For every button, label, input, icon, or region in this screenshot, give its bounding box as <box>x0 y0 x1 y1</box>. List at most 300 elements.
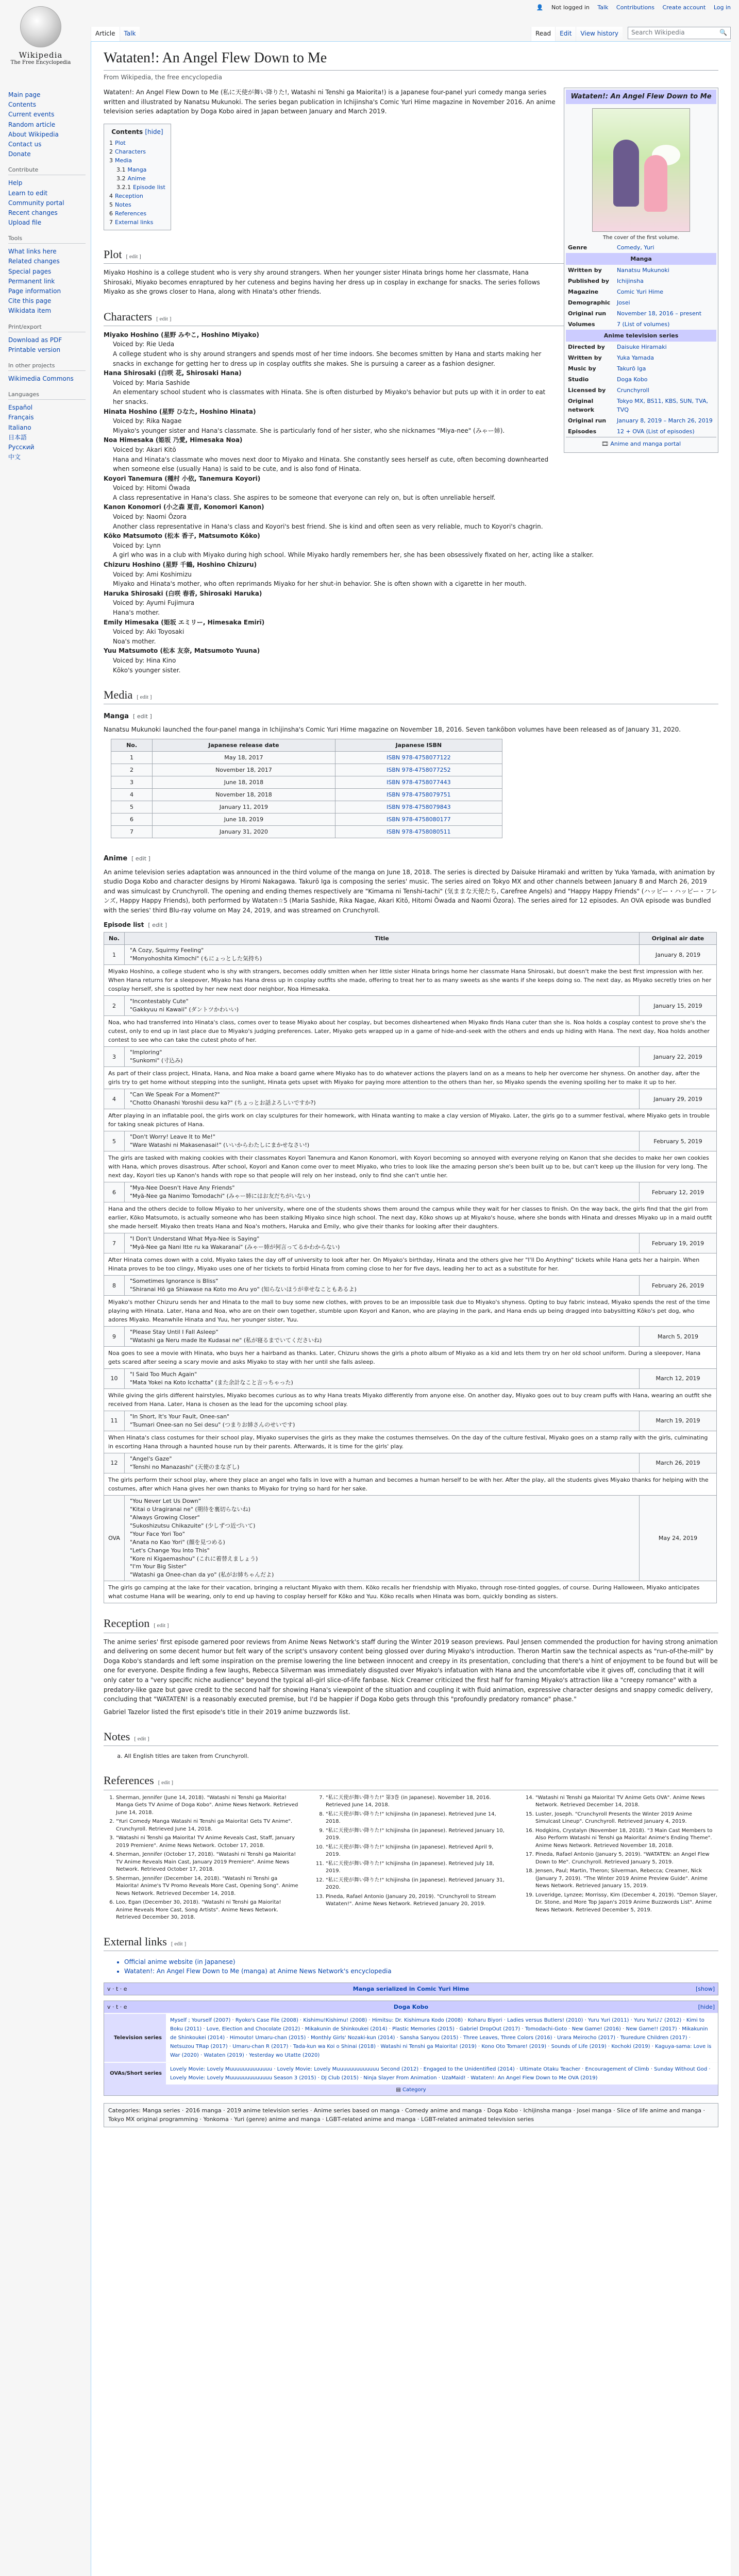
section-manga: Manga <box>104 713 129 721</box>
sidebar-item[interactable]: Current events <box>8 111 55 118</box>
episode-number: 6 <box>104 1182 125 1202</box>
character-description: A class representative in Hana's class. She aspires to be someone that everyone can rely on, but is often unreliable herself. <box>113 494 496 501</box>
sidebar-list <box>8 374 86 384</box>
episode-summary-row <box>104 1151 717 1182</box>
character-name: Koyori Tanemura (種村 小依, Tanemura Koyori) <box>104 474 261 482</box>
create-account-link[interactable]: Create account <box>662 4 706 11</box>
episode-number: 10 <box>104 1369 125 1389</box>
infobox-row <box>566 308 716 319</box>
episode-summary: Noa, who had transferred into Hinata's class, comes over to tease Miyako about her cosplay, but becomes disheartened when Miyako finds Hana cuter than she is. Noa holds a cosplay contest to prove she's the cutest, only to end up in last place due to Miyako's judging preferences. Later, Miyako gets wrapped up in a game of hide-and-seek with the others and ends up hiding with Hana. The next day, Noa holds another contest to see who can take the cutest photo of her. <box>104 1016 717 1047</box>
episode-row <box>104 1182 717 1202</box>
ova-summary-row <box>104 1581 717 1603</box>
episode-title-jp: "Tenshi no Manazashi" (天使のまなざし) <box>130 1463 240 1470</box>
toc-number: 7 <box>109 218 113 226</box>
table-cell[interactable]: ISBN 978-4758079751 <box>335 789 502 801</box>
contributions-link[interactable]: Contributions <box>616 4 654 11</box>
toc-label[interactable]: Reception <box>115 192 143 199</box>
sidebar-item[interactable]: Special pages <box>8 267 52 275</box>
episode-summary: Miyako's mother Chizuru sends her and Hinata to the mall to buy some new clothes, with proves to be an impossible task due to Miyako's shyness. Opting to buy fabric instead, Miyako spends the rest of the time playing with Hinata. Later, Hana and Noa, who are on their own together, stumble upon Koyori and Kanon, who are playing in the park, and Hana ends up being dragged into babysitting Kōko's pet dog, who adores Miyako. Meanwhile Hinata and Yuu, her younger sister, Yuu. <box>104 1295 717 1326</box>
section-media: Media <box>104 688 133 702</box>
toc-toggle[interactable]: [hide] <box>145 128 163 135</box>
navbox-title[interactable]: Doga Kobo <box>393 2003 429 2010</box>
ova-date: May 24, 2019 <box>640 1495 717 1581</box>
infobox-label: Volumes <box>568 320 595 328</box>
table-cell[interactable]: ISBN 978-4758079843 <box>335 801 502 814</box>
episode-air-date: February 12, 2019 <box>640 1182 717 1202</box>
episode-air-date: March 19, 2019 <box>640 1411 717 1431</box>
toc-item[interactable] <box>109 139 165 147</box>
character-description: Kōko's younger sister. <box>113 666 181 674</box>
section-episode-list: Episode list <box>104 921 144 929</box>
infobox-value[interactable]: Comedy, Yuri <box>617 244 654 251</box>
column-header: Japanese release date <box>153 739 335 752</box>
toc-label[interactable]: Plot <box>115 140 126 147</box>
infobox-value[interactable]: Tokyo MX, BS11, KBS, SUN, TVA, TVQ <box>617 398 708 414</box>
episode-number: 4 <box>104 1089 125 1109</box>
edit-link[interactable]: [ edit ] <box>156 315 172 322</box>
sidebar-list <box>8 403 86 462</box>
sidebar-item[interactable]: 日本語 <box>8 433 27 441</box>
episode-title-en: "Please Stay Until I Fall Asleep" <box>130 1329 219 1336</box>
edit-link[interactable]: [ edit ] <box>158 1780 174 1786</box>
main-content <box>91 41 731 2576</box>
navbox-comic-yuri-hime <box>104 1982 718 1995</box>
edit-link[interactable]: [ edit ] <box>148 922 167 929</box>
episode-summary: Miyako Hoshino, a college student who is shy with strangers, becomes oddly smitten when her little sister Hinata brings home her classmate Hana Shirosaki, but doesn't make the best first impression with her. When Hana returns for a sleepover, Miyako has Hana dress up in cosplay outfits she made, offering to treat her to as many sweets as she wants if she keeps doing so. The next day, as Miyako secretly tries on her cosplay herself, she is spotted by her new next door neighbor, Noa Himesaka. <box>104 965 717 996</box>
sidebar-item[interactable]: Related changes <box>8 258 60 265</box>
episode-row <box>104 1047 717 1067</box>
edit-link[interactable]: [ edit ] <box>137 694 152 701</box>
toc-number: 4 <box>109 192 113 199</box>
sidebar-item[interactable]: Wikimedia Commons <box>8 375 74 382</box>
navbox-category-link[interactable]: Category <box>402 2087 426 2093</box>
edit-link[interactable]: [ edit ] <box>171 1940 187 1947</box>
sidebar-item[interactable]: Русский <box>8 443 35 451</box>
character-description: An elementary school student who is classmates with Hinata. She is often disturbed by Miyako's behavior but puts up with it in order to eat her snacks. <box>113 388 546 405</box>
sidebar-portal <box>8 324 86 355</box>
edit-link[interactable]: [ edit ] <box>133 713 152 720</box>
toc-number: 3 <box>109 157 113 164</box>
toc-label[interactable]: External links <box>115 218 154 226</box>
toc-subitem[interactable] <box>116 165 165 174</box>
character-description: Noa's mother. <box>113 637 156 645</box>
reference-item[interactable]: 18. Jensen, Paul; Martin, Theron; Silverman, Rebecca; Creamer, Nick (January 7, 2019). "The Winter 2019 Anime Preview Guide". Anime News Network. Retrieved January 15, 2019. <box>535 1868 718 1890</box>
toc-number: 1 <box>109 140 113 147</box>
toc-item[interactable] <box>109 218 165 227</box>
reference-item[interactable]: 1. Sherman, Jennifer (June 14, 2018). "Watashi ni Tenshi ga Maiorita! Manga Gets TV Anime of Doga Kobo". Anime News Network. Retrieved June 14, 2018. <box>116 1794 299 1817</box>
episode-title-en: "Can We Speak For a Moment?" <box>130 1091 220 1098</box>
infobox-label: Published by <box>568 277 609 284</box>
episode-table <box>104 932 717 1603</box>
episode-title-en: "In Short, It's Your Fault, Onee-san" <box>130 1413 230 1420</box>
sidebar-list <box>8 178 86 228</box>
sidebar-list <box>8 90 86 159</box>
ova-title: "Always Growing Closer" <box>130 1514 200 1521</box>
edit-link[interactable]: [ edit ] <box>154 1622 169 1629</box>
column-header: No. <box>111 739 153 752</box>
user-icon: 👤 <box>536 4 544 11</box>
tab-view-history[interactable]: View history <box>576 27 623 41</box>
character-voice: Voiced by: Rie Ueda <box>113 341 175 348</box>
character-description: Miyako's younger sister and Hana's classmate. She is particularly fond of her sister, who she nicknames "Miya-nee" (みゃー姉). <box>113 427 505 434</box>
reference-item[interactable]: 11. "私に天使が舞い降りた!" Ichijinsha (in Japanese). Retrieved July 18, 2019. <box>326 1860 509 1875</box>
character-name: Yuu Matsumoto (松本 友奈, Matsumoto Yuuna) <box>104 647 260 655</box>
sidebar-portal <box>8 362 86 384</box>
tab-read[interactable]: Read <box>531 27 555 41</box>
episode-row <box>104 1327 717 1347</box>
reference-item[interactable]: 10. "私に天使が舞い降りた!" Ichijinsha (in Japanese). Retrieved April 9, 2019. <box>326 1844 509 1859</box>
tab-article[interactable]: Article <box>91 27 120 41</box>
infobox-label: Demographic <box>568 299 611 306</box>
navbox-group-list[interactable]: Myself ; Yourself (2007) · Ryoko's Case File (2008) · Kishimu!Kishimu! (2008) · Himitsu: Dr. Kishimura Kodo (2008) · Koharu Biyori · Ladies versus Butlers! (2010) · Yuru Yuri (2011) · Yuru Yuri♪♪ (2012) · Kimi to Boku (2011) · Love, Election and Chocolate (2012) · Mikakunin de Shinkoukei (2014) · Plastic Memories (2015) · Gabriel DropOut (2017) · Tomodachi-Goto · New Game! (2016) · New Game!! (2017) · Mikakunin de Shinkoukei (2014) · Himouto! Umaru-chan (2015) · Monthly Girls' Nozaki-kun (2014) · Sansha Sanyou (2015) · Three Leaves, Three Colors (2016) · Urara Meirocho (2017) · Tsuredure Children (2017) · Netsuzou TRap (2017) · Umaru-chan R (2017) · Tada-kun wa Koi o Shinai (2018) · Watashi ni Tenshi ga Maiorita! (2019) · Kono Oto Tomare! (2019) · Sounds of Life (2019) · Kochoki (2019) · Kaguya-sama: Love is War (2020) · Wataten (2019) · Yesterday wo Utatte (2020) <box>166 2014 718 2062</box>
infobox-value[interactable]: Crunchyroll <box>617 387 649 394</box>
episode-row <box>104 1276 717 1296</box>
character-voice: Voiced by: Naomi Ōzora <box>113 513 187 521</box>
infobox-row <box>566 242 716 253</box>
toc-label[interactable]: Media <box>115 157 132 164</box>
cover-image[interactable] <box>592 108 690 232</box>
table-cell: November 18, 2017 <box>153 764 335 776</box>
ova-title: "Anata no Kao Yori" (顔を見つめる) <box>130 1538 225 1546</box>
sidebar-item[interactable]: Español <box>8 404 33 412</box>
navbox-toggle[interactable]: [show] <box>695 1985 715 1992</box>
episode-summary-row <box>104 1295 717 1326</box>
infobox-row <box>566 396 716 415</box>
infobox-value[interactable]: Josei <box>617 299 630 306</box>
sidebar-item[interactable]: Learn to edit <box>8 189 48 197</box>
sidebar-item[interactable]: Contents <box>8 101 36 109</box>
section-characters: Characters <box>104 310 153 323</box>
episode-number: 1 <box>104 945 125 965</box>
table-row <box>111 814 502 826</box>
episode-title-jp: "Gakkyuu ni Kawaii" (ダントツかわいい) <box>130 1006 239 1013</box>
sidebar-item[interactable]: Recent changes <box>8 209 58 216</box>
infobox <box>564 88 718 453</box>
navbox-vte[interactable]: v · t · e <box>107 2003 127 2010</box>
episode-summary: While giving the girls different hairstyles, Miyako becomes curious as to why Hana treats Miyako differently from anyone else. On another day, Miyako goes out to buy cream puffs with Hana, wearing an outfit she received from Hana. Later, Hana is chosen as the lead for the upcoming school play. <box>104 1388 717 1411</box>
sidebar-item[interactable]: Community portal <box>8 199 64 207</box>
infobox-value[interactable]: January 8, 2019 – March 26, 2019 <box>617 417 713 425</box>
notes-list <box>104 1752 718 1760</box>
reference-item[interactable]: 13. Pineda, Rafael Antonio (January 20, 2019). "Crunchyroll to Stream Wataten!". Anime News Network. Retrieved January 20, 2019. <box>326 1893 509 1908</box>
reference-item[interactable]: 9. "私に天使が舞い降りた!" Ichijinsha (in Japanese). Retrieved January 10, 2019. <box>326 1827 509 1842</box>
character-name: Kanon Konomori (小之森 夏音, Konomori Kanon) <box>104 503 264 511</box>
toc-subitem[interactable] <box>116 174 165 183</box>
toc-label[interactable]: Notes <box>115 201 131 208</box>
episode-summary-row <box>104 1388 717 1411</box>
character-voice: Voiced by: Rika Nagae <box>113 417 182 425</box>
toc-item[interactable] <box>109 156 165 191</box>
episode-title-en: "I Don't Understand What Mya-Nee is Saying" <box>130 1235 260 1243</box>
anime-text: An anime television series adaptation was announced in the third volume of the manga on June 18, 2018. The series is directed by Daisuke Hiramaki and written by Yuka Yamada, with animation by studio Doga Kobo and character designs by Hiromi Nakagawa. Takurō Iga is composing the series' music. The series aired on Tokyo MX and other channels between January 8 and March 26, 2019 and was simulcast by Crunchyroll. The opening and ending themes respectively are "Kimama ni Tenshi-tachi" (気ままな天使たち, Carefree Angels) and "Happy Happy Friends" (ハッピー・ハッピー・フレンズ, Happy Happy Friends), both performed by Wataten☆5 (Maria Sashide, Rika Nagae, Akari Kitō, Hitomi Ōwada and Naomi Ōzora). The series aired for 12 episodes. An OVA episode was bundled with the series' third Blu-ray volume on May 24, 2019, and was streamed on Crunchyroll. <box>104 868 718 914</box>
namespace-tabs <box>91 21 140 41</box>
infobox-label: Original run <box>568 417 607 425</box>
reference-item[interactable]: 7. "私に天使が舞い降りた!" 第3巻 (in Japanese). November 18, 2016. Retrieved June 14, 2018. <box>326 1794 509 1809</box>
toc-label[interactable]: Episode list <box>133 183 165 191</box>
episode-summary: When Hinata's class costumes for their school play, Miyako supervises the girls as they make the costumes themselves. On the day of the culture festival, Miyako goes on a stamp rally with the girls, culminating in escorting Hana through a haunted house run by their parents. Afterwards, it is time for the girls' play. <box>104 1431 717 1453</box>
table-cell[interactable]: ISBN 978-4758080177 <box>335 814 502 826</box>
infobox-label: Magazine <box>568 288 599 295</box>
episode-title-jp: "Mata Yokei na Koto Icchatta" (また余計なこと言っちゃった) <box>130 1379 293 1386</box>
episode-title-jp: "Watashi ga Neru made Ite Kudasai ne" (私が寝るまでいてくださいね) <box>130 1337 322 1344</box>
character-name: Chizuru Hoshino (星野 千鶴, Hoshino Chizuru) <box>104 561 257 569</box>
infobox-row <box>566 374 716 385</box>
episode-title-en: "Imploring" <box>130 1049 162 1056</box>
reference-item[interactable]: 8. "私に天使が舞い降りた!" Ichijinsha (in Japanese). Retrieved June 14, 2018. <box>326 1811 509 1826</box>
infobox-value[interactable]: 7 (List of volumes) <box>617 320 670 328</box>
navbox-vte[interactable]: v · t · e <box>107 1985 127 1992</box>
character-voice: Voiced by: Ami Koshimizu <box>113 570 192 578</box>
episode-air-date: January 15, 2019 <box>640 996 717 1016</box>
navbox-title[interactable]: Manga serialized in Comic Yuri Hime <box>352 1985 469 1992</box>
sidebar-heading: Contribute <box>8 166 86 175</box>
search-placeholder: Search Wikipedia <box>631 29 685 36</box>
toc-number: 2 <box>109 148 113 156</box>
reference-item[interactable]: 15. Luster, Joseph. "Crunchyroll Presents the Winter 2019 Anime Simulcast Lineup". Crunchyroll. Retrieved January 4, 2019. <box>535 1811 718 1826</box>
external-link[interactable]: • Wataten!: An Angel Flew Down to Me (manga) at Anime News Network's encyclopedia <box>124 1967 718 1976</box>
sidebar-list <box>8 335 86 355</box>
section-anime: Anime <box>104 855 128 863</box>
tab-talk[interactable]: Talk <box>120 27 140 41</box>
sidebar-heading: In other projects <box>8 362 86 371</box>
sidebar-item[interactable]: About Wikipedia <box>8 130 59 138</box>
toc-item[interactable] <box>109 192 165 200</box>
toc-item[interactable] <box>109 209 165 218</box>
talk-link[interactable]: Talk <box>597 4 609 11</box>
infobox-value[interactable]: November 18, 2016 – present <box>617 310 702 317</box>
episode-number: 9 <box>104 1327 125 1347</box>
wikipedia-logo[interactable] <box>7 3 74 80</box>
ova-title: "Let's Change You Into This" <box>130 1547 210 1554</box>
not-logged-in: Not logged in <box>551 4 590 11</box>
table-row <box>111 826 502 838</box>
reference-item[interactable]: 17. Pineda, Rafael Antonio (January 5, 2019). "WATATEN: an Angel Flew Down to Me". Crunchyroll. Retrieved January 5, 2019. <box>535 1851 718 1866</box>
reference-item[interactable]: 4. Sherman, Jennifer (October 17, 2018). "Watashi ni Tenshi ga Maiorita! TV Anime Reveals Main Cast, January 2019 Premiere". Anime News Network. Retrieved October 17, 2018. <box>116 1851 299 1874</box>
infobox-row <box>566 342 716 352</box>
external-link[interactable]: • Official anime website (in Japanese) <box>124 1957 718 1967</box>
infobox-row <box>566 265 716 276</box>
table-cell: 6 <box>111 814 153 826</box>
column-header: No. <box>104 933 125 945</box>
infobox-value[interactable]: Nanatsu Mukunoki <box>617 266 669 274</box>
reference-item[interactable]: 3. "Watashi ni Tenshi ga Maiorita! TV Anime Reveals Cast, Staff, January 2019 Premiere". Anime News Network. October 17, 2018. <box>116 1835 299 1850</box>
toc-number: 6 <box>109 210 113 217</box>
lead-paragraph: Wataten!: An Angel Flew Down to Me (私に天使が舞い降りた!, Watashi ni Tenshi ga Maiorita!) is a Japanese four-panel yuri comedy manga series written and illustrated by Nanatsu Mukunoki. The series began publication in Ichijinsha's Comic Yuri Hime magazine in November 2016. An anime television series adaptation by Doga Kobo aired in Japan between January and March 2019. <box>104 88 556 115</box>
character-name: Haruka Shirosaki (白咲 春香, Shirosaki Haruka) <box>104 589 262 597</box>
ova-title: "I'm Your Big Sister" <box>130 1563 187 1570</box>
infobox-row <box>566 426 716 437</box>
ova-title: "Your Face Yori Too" <box>130 1530 185 1537</box>
episode-row <box>104 1089 717 1109</box>
edit-link[interactable]: [ edit ] <box>126 253 141 260</box>
character-description: A college student who is shy around strangers and spends most of her time indoors. She becomes smitten by Hana and starts making her snacks in exchange for getting her to dress up in cosplay outfits she makes. She is pursuing a career as a fashion designer. <box>113 350 542 367</box>
character-voice: Voiced by: Aki Toyosaki <box>113 628 184 636</box>
sidebar-item[interactable]: Printable version <box>8 346 61 353</box>
episode-number: 5 <box>104 1131 125 1151</box>
reference-item[interactable]: 6. Loo, Egan (December 30, 2018). "Watashi ni Tenshi ga Maiorita! Anime Reveals More Cast, Song Artists". Anime News Network. Retrieved December 30, 2018. <box>116 1899 299 1922</box>
character-name: Noa Himesaka (姫坂 乃愛, Himesaka Noa) <box>104 436 243 444</box>
toc-title: Contents <box>111 128 143 135</box>
sidebar-item[interactable]: Français <box>8 414 34 421</box>
table-cell[interactable]: ISBN 978-4758077122 <box>335 752 502 764</box>
toc-number: 3.1 <box>116 166 126 173</box>
table-cell[interactable]: ISBN 978-4758080511 <box>335 826 502 838</box>
episode-title-jp: "Shiranai Hō ga Shiawase na Koto mo Aru yo" (知らないほうが幸せなこともあるよ) <box>130 1286 357 1293</box>
sidebar-item[interactable]: Permanent link <box>8 277 55 285</box>
edit-link[interactable]: [ edit ] <box>131 855 150 862</box>
sidebar-item[interactable]: Random article <box>8 121 56 128</box>
toc-number: 5 <box>109 201 113 208</box>
personal-tools <box>530 4 731 11</box>
sidebar-item[interactable]: Cite this page <box>8 297 52 305</box>
episode-title-en: "Mya-Nee Doesn't Have Any Friends" <box>130 1184 235 1192</box>
infobox-label: Episodes <box>568 428 597 435</box>
infobox-row <box>566 415 716 426</box>
table-cell: May 18, 2017 <box>153 752 335 764</box>
episode-air-date: January 22, 2019 <box>640 1047 717 1067</box>
ova-titles <box>125 1495 640 1581</box>
infobox-value[interactable]: Ichijinsha <box>617 277 644 284</box>
table-cell[interactable]: ISBN 978-4758077443 <box>335 776 502 789</box>
episode-title-cell <box>125 1276 640 1296</box>
sidebar-portal <box>8 235 86 316</box>
toc-label[interactable]: Manga <box>127 166 147 173</box>
reference-item[interactable]: 12. "私に天使が舞い降りた!" Ichijinsha (in Japanese). Retrieved January 31, 2020. <box>326 1877 509 1892</box>
character-description: A girl who was in a club with Miyako during high school. While Miyako hardly remembers her, she has been obsessively fixated on her, acting like a stalker. <box>113 551 594 559</box>
episode-summary-row <box>104 1346 717 1368</box>
character-description: Miyako and Hinata's mother, who often reprimands Miyako for her shut-in behavior. She is often shown with a cigarette in her mouth. <box>113 580 527 588</box>
character-name: Miyako Hoshino (星野 みやこ, Hoshino Miyako) <box>104 331 259 338</box>
toc-item[interactable] <box>109 200 165 209</box>
sidebar-item[interactable]: Download as PDF <box>8 336 62 344</box>
column-header: Title <box>125 933 640 945</box>
log-in-link[interactable]: Log in <box>713 4 731 11</box>
reference-item[interactable]: 16. Hodgkins, Crystalyn (November 18, 2018). "3 Main Cast Members to Also Perform Watashi ni Tenshi ga Maiorita! Anime's Ending Theme". Anime News Network. Retrieved November 18, 2018. <box>535 1827 718 1850</box>
episode-number: 2 <box>104 996 125 1016</box>
infobox-row <box>566 286 716 297</box>
sidebar-item[interactable]: Upload file <box>8 219 42 227</box>
infobox-row <box>566 363 716 374</box>
toc-subitem[interactable] <box>116 183 165 192</box>
ova-title: "Kitai o Uragiranai ne" (期待を裏切らないね) <box>130 1505 250 1513</box>
sidebar-item[interactable]: Page information <box>8 287 61 295</box>
character-voice: Voiced by: Lynn <box>113 541 161 549</box>
episode-air-date: March 12, 2019 <box>640 1369 717 1389</box>
table-cell: June 18, 2018 <box>153 776 335 789</box>
toc-item[interactable] <box>109 147 165 156</box>
external-links-list <box>104 1957 718 1976</box>
manga-volume-table <box>111 739 502 838</box>
episode-number: 3 <box>104 1047 125 1067</box>
ova-label: OVA <box>104 1495 125 1581</box>
infobox-value[interactable]: Yuka Yamada <box>617 354 654 362</box>
sidebar-item[interactable]: What links here <box>8 248 57 256</box>
sidebar-item[interactable]: Donate <box>8 150 31 158</box>
episode-summary: The girls perform their school play, where they place an angel who falls in love with a human and becomes a human herself to be with her. After the play, all the students gives Miyako thanks for helping with the costumes, after which Hana gives her own thanks to Miyako for trying so hard for her sake. <box>104 1473 717 1495</box>
search-input[interactable] <box>628 27 731 39</box>
navbox-group-title: Television series <box>104 2014 166 2062</box>
edit-link[interactable]: [ edit ] <box>134 1736 149 1742</box>
infobox-value[interactable]: Daisuke Hiramaki <box>617 344 667 351</box>
character-figure <box>644 155 667 212</box>
section-external-links: External links <box>104 1935 167 1948</box>
table-row <box>111 752 502 764</box>
navbox-toggle[interactable]: [hide] <box>698 2003 715 2010</box>
reference-item[interactable]: 2. "Yuri Comedy Manga Watashi ni Tenshi ga Maiorita! Gets TV Anime". Crunchyroll. Retrieved June 14, 2018. <box>116 1818 299 1833</box>
sidebar-item[interactable]: Contact us <box>8 140 42 148</box>
sidebar-item[interactable]: Help <box>8 179 23 187</box>
section-reception: Reception <box>104 1617 150 1630</box>
episode-title-en: "A Cozy, Squirmy Feeling" <box>130 947 204 954</box>
episode-row <box>104 1369 717 1389</box>
episode-title-cell <box>125 1369 640 1389</box>
character-voice: Voiced by: Hina Kino <box>113 656 176 664</box>
table-cell: 2 <box>111 764 153 776</box>
infobox-value[interactable]: 12 + OVA (List of episodes) <box>617 428 695 435</box>
sidebar-heading: Languages <box>8 391 86 400</box>
toc-label[interactable]: References <box>115 210 147 217</box>
sidebar-item[interactable]: Wikidata item <box>8 307 52 315</box>
navbox-group-list[interactable]: Lovely Movie: Lovely Muuuuuuuuuuuuu · Lovely Movie: Lovely Muuuuuuuuuuuuu Second (2012) · Engaged to the Unidentified (2014) · Ultimate Otaku Teacher · Encouragement of Climb · Sunday Without God · Lovely Movie: Lovely Muuuuuuuuuuuuu Season 3 (2015) · DJ Club (2015) · Ninja Slayer From Animation · UzaMaid! · Wataten!: An Angel Flew Down to Me OVA (2019) <box>166 2063 718 2084</box>
references-list <box>104 1794 718 1922</box>
category-links[interactable]: Categories: Manga series · 2016 manga · 2019 anime television series · Anime series based on manga · Comedy anime and manga · Doga Kobo · Ichijinsha manga · Josei manga · Slice of life anime and manga · Tokyo MX original programming · Yonkoma · Yuri (genre) anime and manga · LGBT-related anime and manga · LGBT-related animated television series <box>104 2103 718 2127</box>
character-description: Hana's mother. <box>113 609 160 617</box>
episode-summary: Noa goes to see a movie with Hinata, who buys her a hairband as thanks. Later, Chizuru shows the girls a photo album of Miyako as a kid and lets them try on her old school uniform. During a sleepover, Hana gets scared after seeing a scary movie and asks Miyako to stay with her until she falls asleep. <box>104 1346 717 1368</box>
portal-row <box>566 437 716 451</box>
episode-title-jp: "Myā-Nee ga Nanimo Tomodachi" (みゃー姉にはお友だちがいない) <box>130 1193 311 1200</box>
sidebar-item[interactable]: 中文 <box>8 453 21 461</box>
section-references: References <box>104 1774 154 1787</box>
tab-edit[interactable]: Edit <box>555 27 576 41</box>
reference-item[interactable]: 14. "Watashi ni Tenshi ga Maiorita! TV Anime Gets OVA". Anime News Network. Retrieved December 14, 2018. <box>535 1794 718 1809</box>
sidebar-portal <box>8 90 86 159</box>
table-cell[interactable]: ISBN 978-4758077252 <box>335 764 502 776</box>
table-cell: 5 <box>111 801 153 814</box>
search-icon[interactable]: 🔍 <box>719 29 727 36</box>
character-description: Another class representative in Hana's class and Koyori's best friend. She is kind and often seen as very reliable, much to Koyori's chagrin. <box>113 522 543 530</box>
infobox-row <box>566 352 716 363</box>
episode-title-jp: "Monyohoshita Kimochi" (もにょっとした気持ち) <box>130 955 262 962</box>
episode-title-en: "Sometimes Ignorance is Bliss" <box>130 1278 219 1285</box>
infobox-value[interactable]: Takurō Iga <box>617 365 646 372</box>
reference-item[interactable]: 5. Sherman, Jennifer (December 14, 2018). "Watashi ni Tenshi ga Maiorita! Anime's TV Promo Reveals More Cast, Opening Song". Anime News Network. Retrieved December 14, 2018. <box>116 1875 299 1898</box>
episode-title-en: "Don't Worry! Leave It to Me!" <box>130 1133 215 1141</box>
episode-title-jp: "Myā-Nee ga Nani Itte ru ka Wakaranai" (みゃー姉が何言ってるかわからない) <box>130 1244 340 1251</box>
episode-number: 12 <box>104 1453 125 1473</box>
ova-title: "Sukoshizutsu Chikazuite" (少しずつ近づいて) <box>130 1522 256 1529</box>
ova-title: "You Never Let Us Down" <box>130 1497 201 1504</box>
episode-air-date: March 5, 2019 <box>640 1327 717 1347</box>
episode-title-jp: "Sunkomi" (寸込み) <box>130 1057 183 1064</box>
episode-summary-row <box>104 1202 717 1233</box>
infobox-value[interactable]: Doga Kobo <box>617 376 648 383</box>
toc-label[interactable]: Anime <box>127 175 146 182</box>
episode-title-jp: "Tsumari Onee-san no Sei desu" (つまりお姉さんのせいです) <box>130 1421 295 1428</box>
table-cell: 4 <box>111 789 153 801</box>
site-sub: From Wikipedia, the free encyclopedia <box>104 74 222 81</box>
sidebar-item[interactable]: Main page <box>8 91 41 98</box>
infobox-label: Original network <box>568 398 595 414</box>
infobox-value[interactable]: Comic Yuri Hime <box>617 288 664 295</box>
portal-link[interactable]: Anime and manga portal <box>610 440 681 448</box>
infobox-row <box>566 385 716 396</box>
episode-air-date: February 19, 2019 <box>640 1233 717 1253</box>
reference-item[interactable]: 19. Loveridge, Lynzee; Morrissy, Kim (December 4, 2019). "Demon Slayer, Dr. Stone, and More Top Japan's 2019 Anime Buzzwords List". Anime News Network. Retrieved December 5, 2019. <box>535 1892 718 1914</box>
page-title: Wataten!: An Angel Flew Down to Me <box>104 47 718 71</box>
sidebar-item[interactable]: Italiano <box>8 423 31 431</box>
episode-title-jp: "Ware Watashi ni Makasenasai!" (いいからわたしにまかせなさい!) <box>130 1142 310 1149</box>
toc-label[interactable]: Characters <box>115 148 146 156</box>
